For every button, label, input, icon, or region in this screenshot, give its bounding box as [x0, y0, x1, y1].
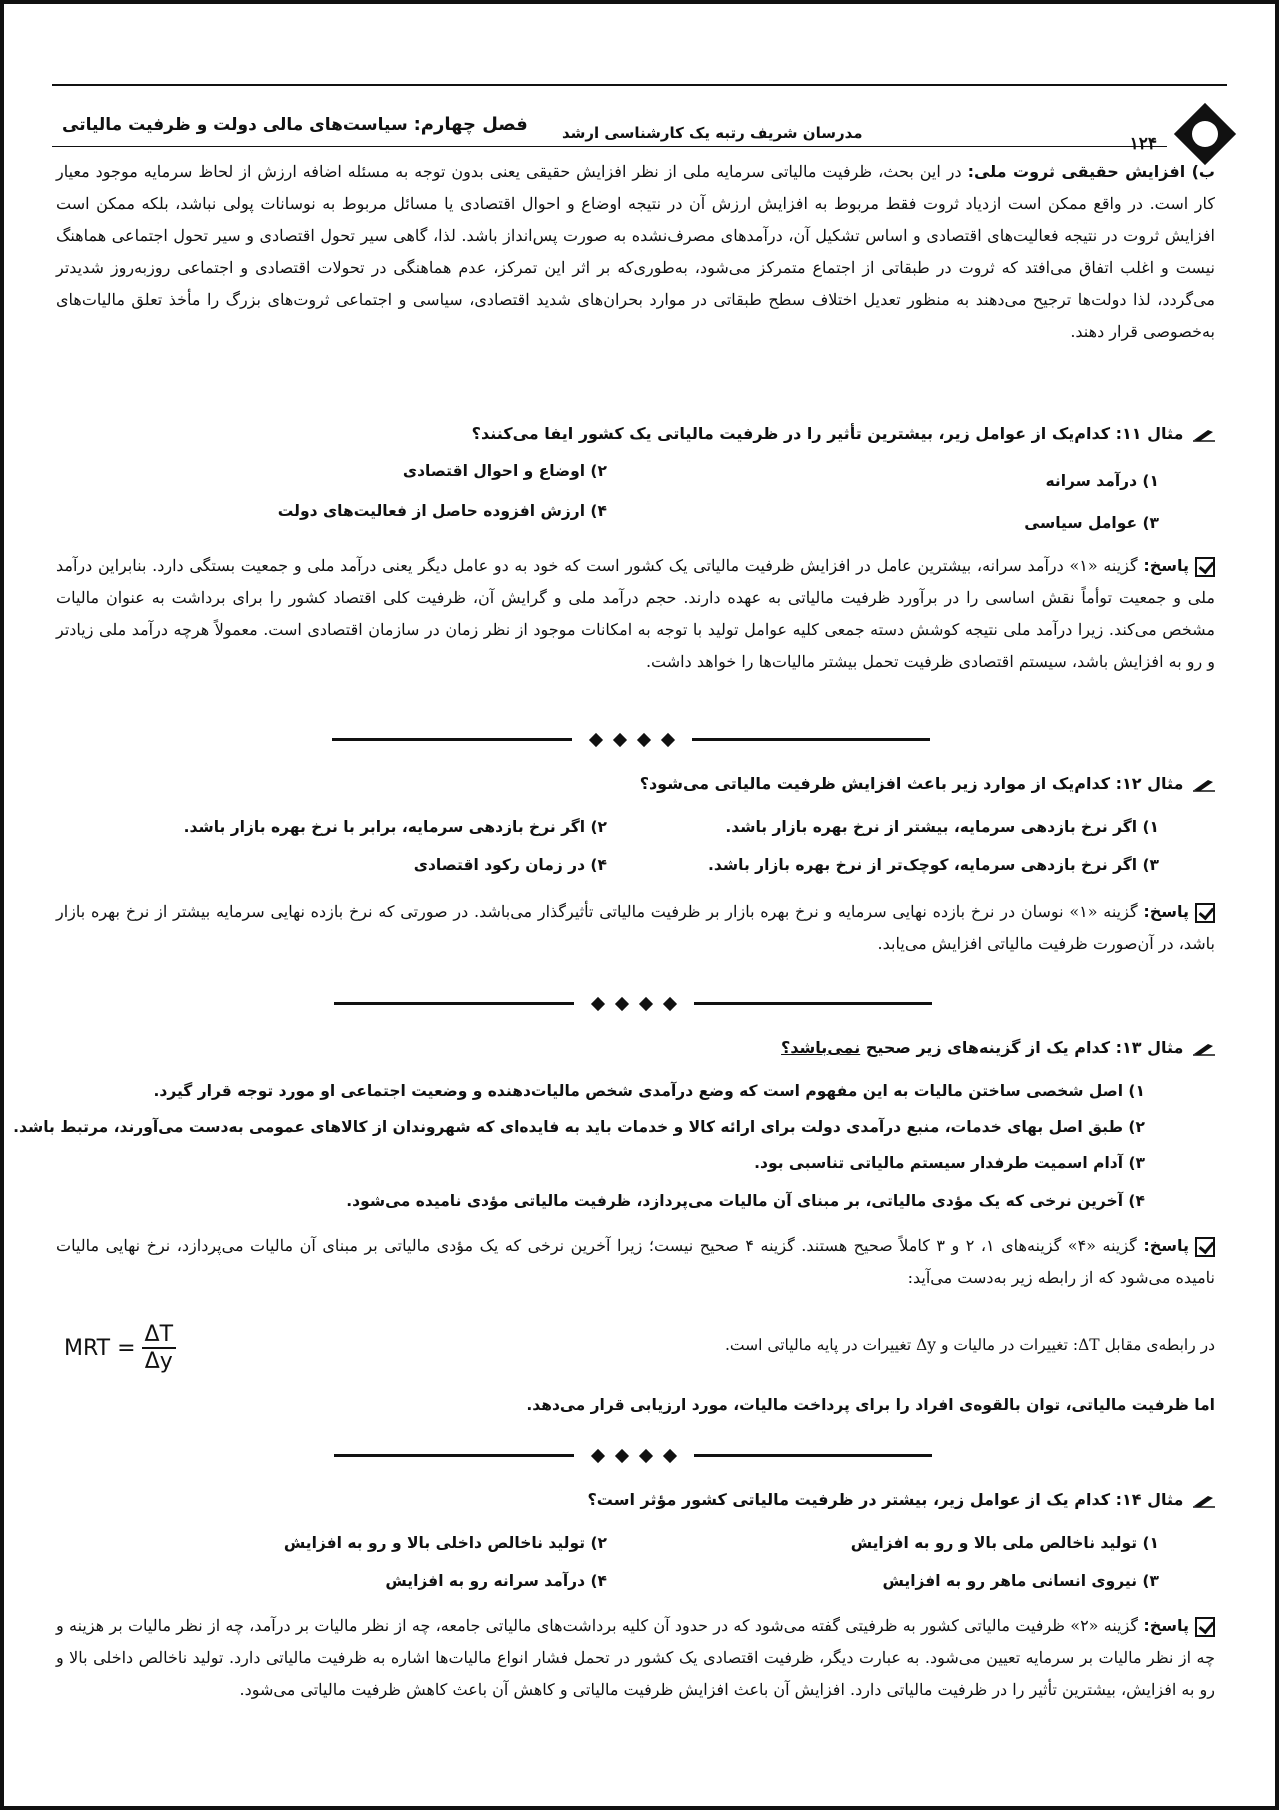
check-icon [1195, 557, 1215, 577]
q11-option-1: ۱) درآمد سرانه [1045, 472, 1159, 490]
header-rule [52, 146, 1167, 147]
mrt-formula: MRT = $\frac{\Delta T}{\Delta y}$ [64, 1322, 176, 1374]
q13-option-1: ۱) اصل شخصی ساختن مالیات به این مفهوم است که وضع درآمدی شخص مالیات‌دهنده و وضعیت اجتماعی او مورد توجه قرار گیرد. [153, 1082, 1145, 1100]
q14-option-2: ۲) تولید ناخالص داخلی بالا و رو به افزایش [283, 1534, 607, 1552]
check-icon [1195, 903, 1215, 923]
q14-answer: پاسخ: گزینه «۲» ظرفیت مالیاتی کشور به ظرفیتی گفته می‌شود که در حدود آن کلیه برداشت‌های مالیاتی جامعه، چه از نظر مالیات بر درآمد، چه از نظر مالیات بر هزینه و چه از نظر مالیات بر سرمایه تعیین می‌شود. به عبارت دیگر، ظرفیت اقتصادی یک کشور در تحمل فشار انواع مالیات‌ها اشاره به ظرفیت مالیاتی دارد. تولید ناخالص داخلی بالا و رو به افزایش، بیشترین تأثیر را در ظرفیت مالیاتی دارد. افزایش آن باعث افزایش ظرفیت مالیاتی و کاهش آن باعث کاهش ظرفیت مالیاتی می‌شود. [56, 1616, 1215, 1699]
q13-option-4: ۴) آخرین نرخی که یک مؤدی مالیاتی، بر مبنای آن مالیات می‌پردازد، ظرفیت مالیاتی مؤدی نامیده می‌شود. [346, 1192, 1145, 1210]
section-separator [334, 996, 932, 1012]
intro-text: در این بحث، ظرفیت مالیاتی سرمایه ملی از نظر افزایش حقیقی یعنی بدون توجه به مسئله اضافه ارزش از لحاظ سرمایه موجود معیار کار است. در واقع ممکن است ازدیاد ثروت فقط مربوط به افزایش ارزش آن در نتیجه اوضاع و احوال اقتصادی یا مسائل مربوط به نوسانات پولی نباشد، بلکه ممکن است افزایش ثروت در نتیجه فعالیت‌های اقتصادی و اساس تشکیل آن، درآمدهای مصرف‌نشده به صورت پس‌انداز باشد. لذا، گاهی سیر تحول اقتصادی و سیر تحول اجتماعی هماهنگ نیست و اغلب اتفاق می‌افتد که ثروت در طبقاتی از اجتماع متمرکز می‌شود، به‌طوری‌که بر اثر این تمرکز، عدم هماهنگی در تحولات اقتصادی و اجتماعی روزبه‌روز شدیدتر می‌گردد، لذا دولت‌ها ترجیح می‌دهند به منظور تعدیل اختلاف سطح طبقاتی در موارد بحران‌های شدید اقتصادی، سیاسی و اجتماعی ثروت‌های بزرگ را مأخذ تعلق مالیات‌های به‌خصوصی قرار دهند. [56, 162, 1215, 341]
pen-icon [1193, 778, 1215, 792]
q11-answer: پاسخ: گزینه «۱» درآمد سرانه، بیشترین عامل در افزایش ظرفیت مالیاتی یک کشور است که خود به دو عامل دیگر یعنی درآمد ملی و جمعیت بستگی دارد. بنابراین درآمد ملی و جمعیت توأماً نقش اساسی را در برآورد ظرفیت مالیاتی به عهده دارند. حجم درآمد ملی و گرایش آن، ظرفیت کلی اقتصاد کشور را برای برداشت به عنوان مالیات مشخص می‌کند. زیرا درآمد ملی نتیجه کوشش دسته جمعی کلیه عوامل تولید با توجه به امکانات موجود از نظر زمان در سازمان اقتصادی است. معمولاً هرچه درآمد ملی زیادتر و رو به افزایش باشد، سیستم اقتصادی ظرفیت تحمل بیشتر مالیات‌ها را خواهد داشت. [56, 556, 1215, 671]
q12-option-4: ۴) در زمان رکود اقتصادی [413, 856, 607, 874]
pen-icon [1193, 428, 1215, 442]
check-icon [1195, 1617, 1215, 1637]
q12-option-2: ۲) اگر نرخ بازدهی سرمایه، برابر با نرخ بهره بازار باشد. [183, 818, 607, 836]
relation-description: در رابطه‌ی مقابل ΔT: تغییرات در مالیات و Δy تغییرات در پایه مالیاتی است. [724, 1336, 1215, 1354]
q14-option-4: ۴) درآمد سرانه رو به افزایش [385, 1572, 607, 1590]
header-brand: مدرسان شریف رتبه یک کارشناسی ارشد [562, 124, 863, 142]
intro-heading: ب) افزایش حقیقی ثروت ملی: [967, 162, 1216, 181]
q11-option-4: ۴) ارزش افزوده حاصل از فعالیت‌های دولت [277, 502, 607, 520]
section-separator [332, 732, 930, 748]
page-header [52, 84, 1227, 154]
q12-option-1: ۱) اگر نرخ بازدهی سرمایه، بیشتر از نرخ بهره بازار باشد. [725, 818, 1159, 836]
header-chapter: فصل چهارم: سیاست‌های مالی دولت و ظرفیت مالیاتی [62, 114, 528, 135]
question-11: مثال ۱۱: کدام‌یک از عوامل زیر، بیشترین تأثیر را در ظرفیت مالیاتی یک کشور ایفا می‌کنند؟ [64, 424, 1215, 443]
question-14: مثال ۱۴: کدام یک از عوامل زیر، بیشتر در ظرفیت مالیاتی کشور مؤثر است؟ [64, 1490, 1215, 1509]
section-separator [334, 1448, 932, 1464]
intro-paragraph [56, 156, 1215, 348]
question-12: مثال ۱۲: کدام‌یک از موارد زیر باعث افزایش ظرفیت مالیاتی می‌شود؟ [64, 774, 1215, 793]
q12-option-3: ۳) اگر نرخ بازدهی سرمایه، کوچک‌تر از نرخ بهره بازار باشد. [708, 856, 1159, 874]
q12-answer: پاسخ: گزینه «۱» نوسان در نرخ بازده نهایی سرمایه و نرخ بهره بازار بر ظرفیت مالیاتی تأثیرگذار می‌باشد. در صورتی که نرخ بازده نهایی سرمایه بیشتر از نرخ بهره بازار باشد، در آن‌صورت ظرفیت مالیاتی افزایش می‌یابد. [56, 902, 1215, 953]
pen-icon [1193, 1494, 1215, 1508]
q14-option-3: ۳) نیروی انسانی ماهر رو به افزایش [882, 1572, 1159, 1590]
q13-option-2: ۲) طبق اصل بهای خدمات، منبع درآمدی دولت برای ارائه کالا و خدمات باید به فایده‌ای که شهروندان از کالاهای عمومی به‌دست می‌آورند، مرتبط باشد. [13, 1118, 1145, 1136]
q11-option-3: ۳) عوامل سیاسی [1024, 514, 1159, 532]
q11-option-2: ۲) اوضاع و احوال اقتصادی [402, 462, 607, 480]
capacity-note: اما ظرفیت مالیاتی، توان بالقوه‌ی افراد را برای پرداخت مالیات، مورد ارزیابی قرار می‌دهد. [526, 1396, 1215, 1414]
question-13: مثال ۱۳: کدام یک از گزینه‌های زیر صحیح نمی‌باشد؟ [64, 1038, 1215, 1057]
q13-option-3: ۳) آدام اسمیت طرفدار سیستم مالیاتی تناسبی بود. [754, 1154, 1145, 1172]
q14-option-1: ۱) تولید ناخالص ملی بالا و رو به افزایش [850, 1534, 1159, 1552]
pen-icon [1193, 1042, 1215, 1056]
check-icon [1195, 1237, 1215, 1257]
page-number: ۱۲۴ [1129, 134, 1157, 154]
q13-answer: پاسخ: گزینه «۴» گزینه‌های ۱، ۲ و ۳ کاملاً صحیح هستند. گزینه ۴ صحیح نیست؛ زیرا آخرین نرخی که یک مؤدی مالیاتی بر مبنای آن مالیات می‌پردازد، نرخ نهایی مالیات نامیده می‌شود که از رابطه زیر به‌دست می‌آید: [56, 1236, 1215, 1287]
